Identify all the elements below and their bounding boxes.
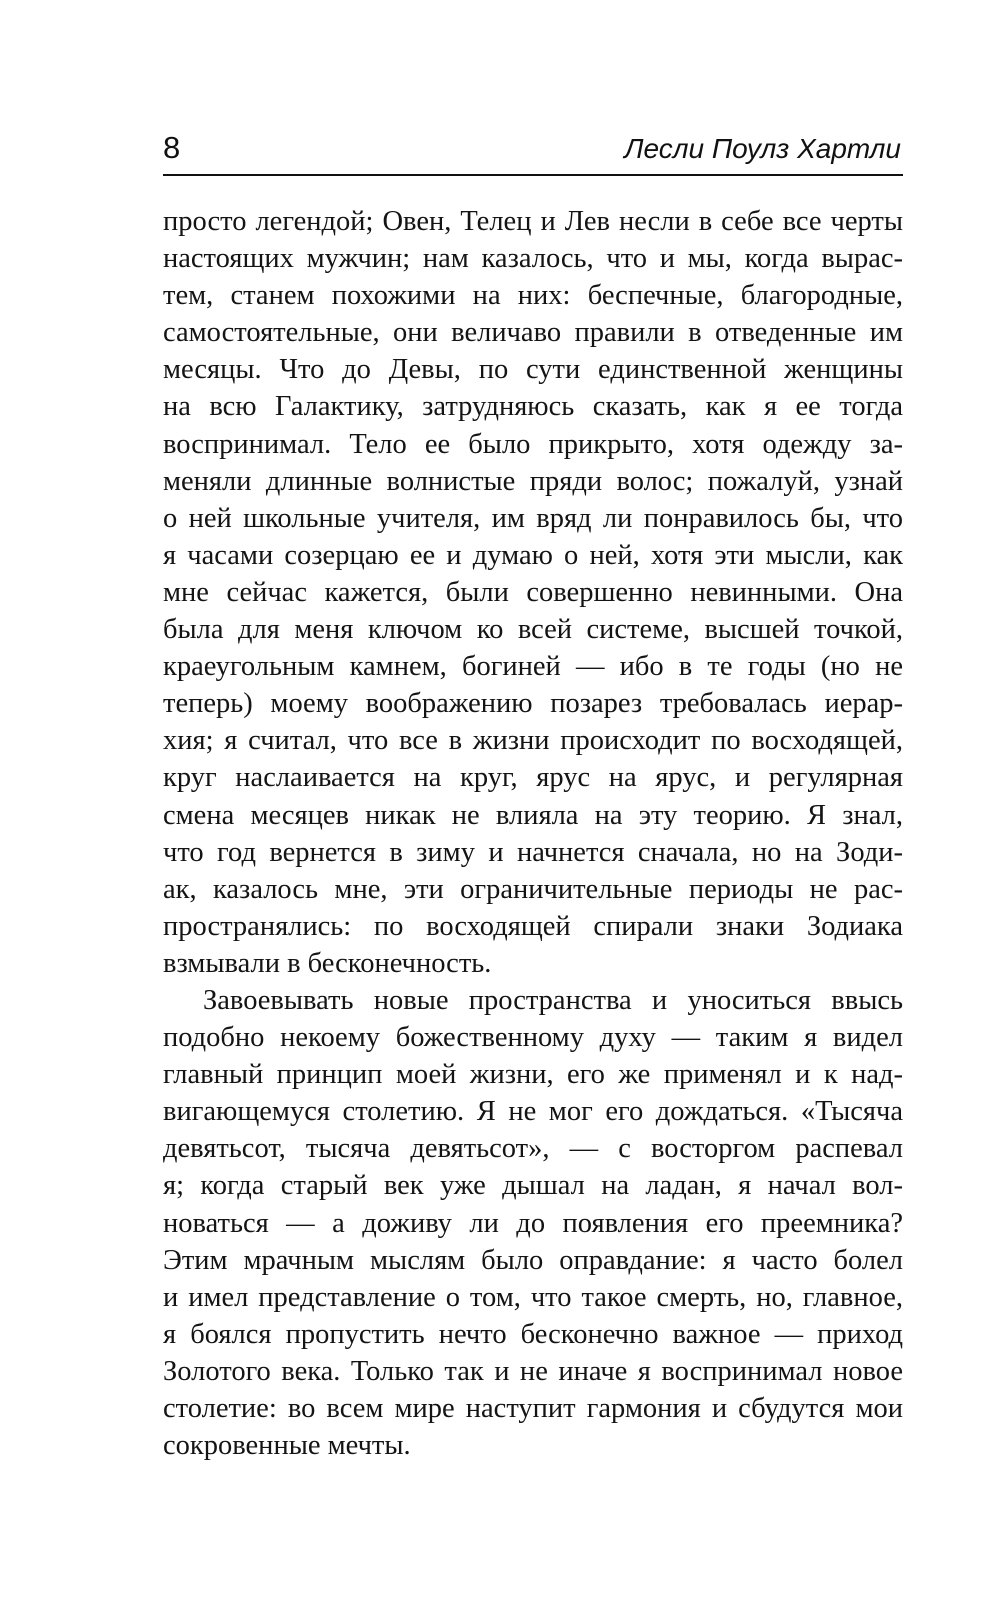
text-line: ак, казалось мне, эти ограничительные периоды не рас- xyxy=(163,873,903,905)
text-line: меняли длинные волнистые пряди волос; пожалуй, узнай xyxy=(163,465,903,497)
running-head-author: Лесли Поулз Хартли xyxy=(624,133,901,164)
text-line: что год вернется в зиму и начнется сначала, но на Зоди- xyxy=(163,836,903,868)
text-line: сокровенные мечты. xyxy=(163,1430,411,1462)
text-line: Этим мрачным мыслям было оправдание: я часто болел xyxy=(163,1244,903,1276)
text-line: месяцы. Что до Девы, по сути единственной женщины xyxy=(163,354,903,386)
text-line: Золотого века. Только так и не иначе я воспринимал новое xyxy=(163,1355,903,1387)
text-line: новаться — а доживу ли до появления его преемника? xyxy=(163,1207,903,1239)
text-line: я часами созерцаю ее и думаю о ней, хотя эти мысли, как xyxy=(163,539,903,571)
page-header xyxy=(163,128,903,176)
body-text xyxy=(163,203,903,1464)
text-line: хия; я считал, что все в жизни происходит по восходящей, xyxy=(163,725,903,757)
text-line: и имел представление о том, что такое смерть, но, главное, xyxy=(163,1281,903,1313)
text-line: смена месяцев никак не влияла на эту теорию. Я знал, xyxy=(163,799,903,831)
text-line: девятьсот, тысяча девятьсот», — с восторгом распевал xyxy=(163,1133,903,1165)
text-line: была для меня ключом ко всей системе, высшей точкой, xyxy=(163,614,903,646)
paragraph xyxy=(163,203,903,982)
text-line: настоящих мужчин; нам казалось, что и мы, когда вырас- xyxy=(163,243,903,275)
text-line: взмывали в бесконечность. xyxy=(163,947,492,979)
text-line: тем, станем похожими на них: беспечные, благородные, xyxy=(163,280,903,312)
text-line: на всю Галактику, затрудняюсь сказать, как я ее тогда xyxy=(163,391,903,423)
text-line: я; когда старый век уже дышал на ладан, я начал вол- xyxy=(163,1170,903,1202)
text-line: я боялся пропустить нечто бесконечно важное — приход xyxy=(163,1318,903,1350)
text-line: подобно некоему божественному духу — таким я видел xyxy=(163,1022,903,1054)
paragraph xyxy=(163,982,903,1464)
text-line: теперь) моему воображению позарез требовалась иерар- xyxy=(163,688,903,720)
text-line: мне сейчас кажется, были совершенно невинными. Она xyxy=(163,576,903,608)
text-line: вигающемуся столетию. Я не мог его дождаться. «Тысяча xyxy=(163,1096,903,1128)
text-line: краеугольным камнем, богиней — ибо в те годы (но не xyxy=(163,651,903,683)
text-line: столетие: во всем мире наступит гармония и сбудутся мои xyxy=(163,1393,903,1424)
text-line: просто легендой; Овен, Телец и Лев несли в себе все черты xyxy=(163,206,903,237)
text-line: о ней школьные учителя, им вряд ли понравилось бы, что xyxy=(163,502,903,534)
text-line: самостоятельные, они величаво правили в отведенные им xyxy=(163,317,903,349)
text-line: пространялись: по восходящей спирали знаки Зодиака xyxy=(163,910,903,942)
text-line: Завоевывать новые пространства и уноситься ввысь xyxy=(203,984,903,1016)
page-number: 8 xyxy=(163,130,181,165)
text-line: круг наслаивается на круг, ярус на ярус, и регулярная xyxy=(163,762,903,794)
text-line: главный принцип моей жизни, его же применял и к над- xyxy=(163,1059,903,1091)
text-line: воспринимал. Тело ее было прикрыто, хотя одежду за- xyxy=(163,428,903,460)
